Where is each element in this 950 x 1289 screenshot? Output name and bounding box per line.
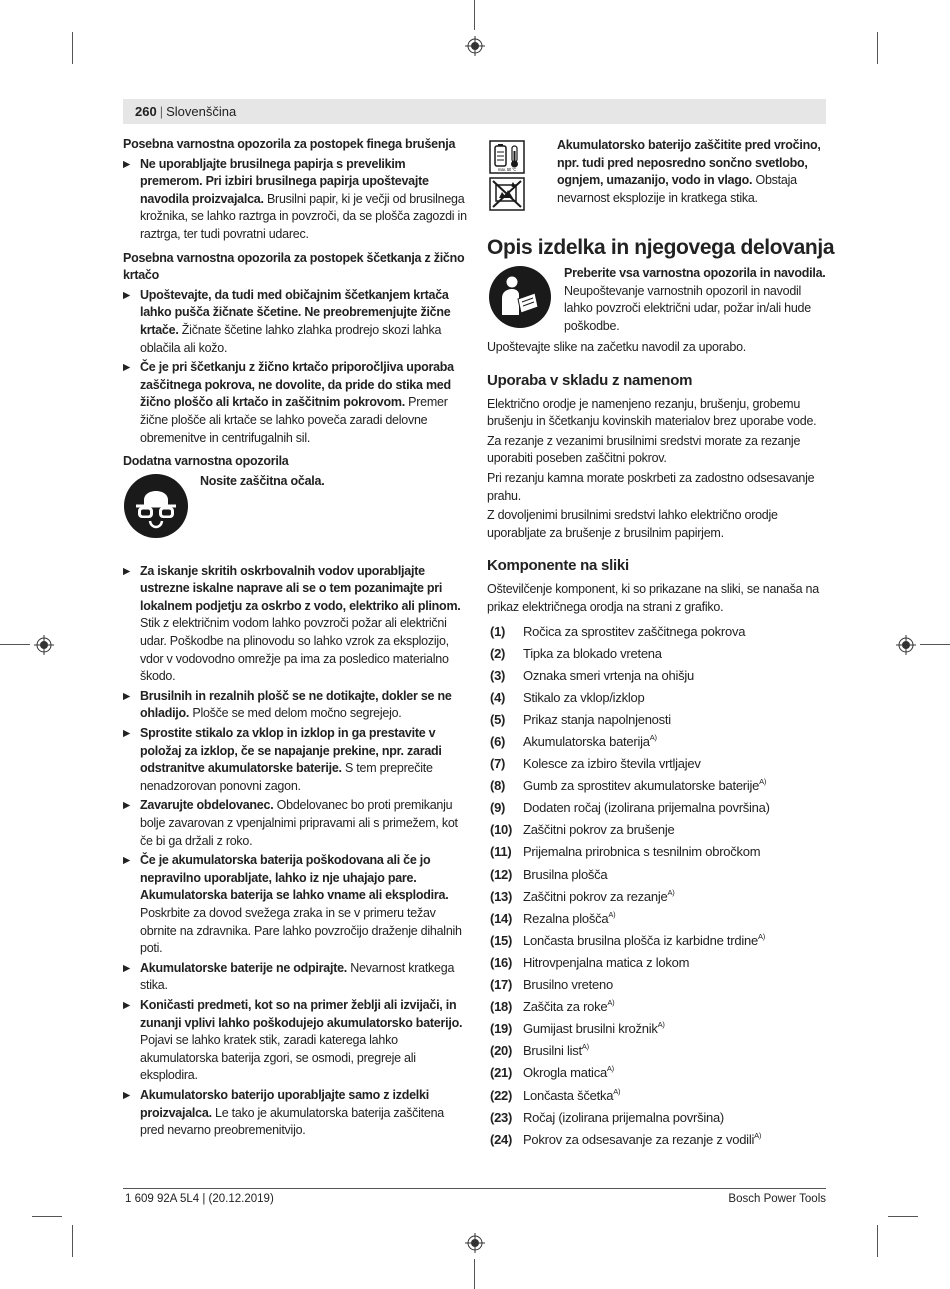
heat-icon-label: max. 50 °C (497, 167, 517, 172)
component-item (487, 996, 827, 1018)
warning-text: Žičnate ščetine lahko zlahka prodrejo skozi lahka oblačila ali kožo. (140, 322, 442, 355)
intended-use-paragraph: Električno orodje je namenjeno rezanju, brušenju, grobemu brušenju in ščetkanju kovinskih materialov brez uporabe vode. (487, 396, 817, 429)
component-label: Tipka za blokado vretena (523, 645, 662, 661)
component-label: Gumijast brusilni krožnik (523, 1021, 658, 1037)
footer-rule (123, 1188, 826, 1189)
warning-bold: Če je pri ščetkanju z žično krtačo priporočljiva uporaba zaščitnega pokrova, ne dovolite, da pride do stika med žično ploščo ali krtačo in zaščitnim pokrovom. (140, 360, 454, 410)
warning-bold: Zavarujte obdelovanec. (140, 798, 274, 813)
component-number: (21) (490, 1065, 513, 1081)
warning-item (123, 287, 468, 357)
warning-bold: Akumulatorsko baterijo uporabljajte samo z izdelki proizvajalca. (140, 1087, 429, 1120)
component-number: (23) (490, 1109, 513, 1125)
section-title-additional: Dodatna varnostna opozorila (123, 454, 289, 469)
component-item (487, 819, 827, 841)
component-label: Rezalna plošča (523, 910, 609, 926)
component-item (487, 1085, 827, 1107)
component-item (487, 797, 827, 819)
crop-mark (32, 1216, 62, 1217)
registration-mark-icon (465, 1233, 485, 1253)
component-label: Ročica za sprostitev zaščitnega pokrova (523, 623, 746, 639)
battery-dirt-water-icon (489, 177, 525, 211)
warning-item (123, 725, 468, 795)
warning-bold: Ne uporabljajte brusilnega papirja s prevelikim premerom. Pri izbiri brusilnega papirja upoštevajte navodila proizvajalca. (140, 156, 429, 206)
component-label: Lončasta ščetka (523, 1087, 614, 1103)
component-item (487, 1107, 827, 1129)
battery-heat-text (557, 137, 827, 207)
warning-item (123, 156, 468, 244)
component-label: Pokrov za odsesavanje za rezanje z vodili (523, 1131, 755, 1147)
component-item (487, 731, 827, 753)
component-label: Hitrovpenjalna matica z lokom (523, 954, 690, 970)
component-label: Oznaka smeri vrtenja na ohišju (523, 667, 694, 683)
component-number: (18) (490, 999, 513, 1015)
component-item (487, 665, 827, 687)
crop-mark (0, 644, 30, 645)
component-label: Brusilna plošča (523, 866, 608, 882)
intended-use-paragraph: Pri rezanju kamna morate poskrbeti za zadostno odsesavanje prahu. (487, 470, 815, 503)
component-label: Stikalo za vklop/izklop (523, 689, 645, 705)
warning-item (123, 960, 468, 995)
component-number: (20) (490, 1043, 513, 1059)
warning-item (123, 797, 468, 850)
component-number: (9) (490, 800, 506, 816)
component-footnote: A) (649, 733, 657, 742)
battery-heat-notice (487, 136, 827, 220)
component-number: (8) (490, 778, 506, 794)
component-item (487, 930, 827, 952)
right-column (487, 136, 835, 1151)
registration-mark-icon (465, 36, 485, 56)
section-title-fine-sanding: Posebna varnostna opozorila za postopek finega brušenja (123, 137, 456, 151)
component-item (487, 886, 827, 908)
warning-bold: Brusilnih in rezalnih plošč se ne dotikajte, dokler se ne ohladijo. (140, 688, 452, 721)
warning-bold: Sprostite stikalo za vklop in izklop in ga prestavite v položaj za izklop, če se napajanje prekine, npr. zaradi odstranitve akumulatorske baterije. (140, 726, 442, 776)
warning-text: S tem preprečite nenadzorovan ponovni zagon. (140, 761, 433, 793)
component-item (487, 1129, 827, 1151)
component-label: Kolesce za izbiro števila vrtljajev (523, 756, 701, 772)
component-number: (17) (490, 977, 513, 993)
page-header (135, 103, 236, 120)
component-number: (5) (490, 711, 506, 727)
section-heading-intended-use: Uporaba v skladu z namenom (487, 371, 693, 389)
warning-text: Poskrbite za dovod svežega zraka in se v primeru težav obrnite na zdravnika. Pare lahko povzročijo draženje dihalnih poti. (140, 905, 462, 956)
safety-glasses-text: Nosite zaščitna očala. (200, 473, 325, 488)
crop-mark (877, 1225, 878, 1257)
component-footnote: A) (606, 1064, 614, 1074)
left-column (123, 136, 468, 1140)
warning-text: Nevarnost kratkega stika. (140, 960, 455, 993)
crop-mark (72, 1225, 73, 1257)
component-item (487, 864, 827, 886)
battery-warning-icons (489, 140, 527, 214)
component-label: Brusilno vreteno (523, 977, 613, 993)
component-item (487, 908, 827, 930)
component-label: Zaščitni pokrov za rezanje (523, 888, 668, 904)
read-manual-notice (487, 265, 827, 337)
header-language: Slovenščina (166, 104, 237, 119)
crop-mark (888, 1216, 918, 1217)
component-number: (15) (490, 932, 513, 948)
section-heading-components: Komponente na sliki (487, 557, 629, 575)
warning-text: Stik z električnim vodom lahko povzroči požar ali električni udar. Poškodbe na plinovodu so lahko vzrok za eksplozijo, vdor v vodovodno omrežje pa ima za posledico materialno škodo. (140, 616, 449, 684)
crop-mark (877, 32, 878, 64)
component-footnote: A) (581, 1042, 589, 1052)
registration-mark-icon (34, 635, 54, 655)
component-item (487, 952, 827, 974)
component-number: (14) (490, 910, 513, 926)
warning-item (123, 688, 468, 723)
component-label: Zaščitni pokrov za brušenje (523, 822, 675, 838)
component-item (487, 1040, 827, 1062)
component-number: (22) (490, 1087, 513, 1103)
warning-text: Plošče se med delom močno segrejejo. (189, 706, 402, 721)
component-item (487, 1062, 827, 1084)
warning-text: Le tako je akumulatorska baterija zaščitena pred nevarno preobremenitvijo. (140, 1105, 444, 1138)
warning-text: Pojavi se lahko kratek stik, zaradi katerega lahko akumulatorska baterija zgori, se osmodi, pregreje ali eksplodira. (140, 1033, 416, 1083)
warning-text: Premer žične plošče ali krtače se lahko poveča zaradi delovne obremenitve in centrifugalnih sil. (140, 395, 448, 445)
component-number: (1) (490, 623, 506, 639)
registration-mark-icon (896, 635, 916, 655)
read-manual-note: Upoštevajte slike na začetku navodil za uporabo. (487, 340, 746, 354)
section-heading-product-description: Opis izdelka in njegovega delovanja (487, 236, 835, 259)
component-label: Ročaj (izolirana prijemalna površina) (523, 1109, 725, 1125)
crop-mark (474, 0, 475, 30)
safety-glasses-notice (123, 473, 468, 561)
warning-item (123, 563, 468, 686)
component-label: Lončasta brusilna plošča iz karbidne trdine (523, 932, 758, 948)
read-manual-regular: Neupoštevanje varnostnih opozoril in navodil lahko povzroči električni udar, požar in/ali hude poškodbe. (564, 283, 811, 333)
battery-heat-regular: Obstaja nevarnost eksplozije in kratkega stika. (557, 173, 797, 205)
warning-bold: Upoštevajte, da tudi med običajnim ščetkanjem krtača lahko pušča žičnate ščetine. Ne preobremenjujte žične krtače. (140, 287, 451, 337)
component-number: (10) (490, 822, 513, 838)
warning-item (123, 997, 468, 1085)
page-number: 260 (135, 104, 157, 119)
components-intro: Oštevilčenje komponent, ki so prikazane na sliki, se nanaša na prikaz električnega orodja na strani z grafiko. (487, 582, 819, 614)
component-label: Dodaten ročaj (izolirana prijemalna površina) (523, 800, 770, 816)
warning-bold: Koničasti predmeti, kot so na primer žeblji ali izvijači, in zunanji vplivi lahko poškodujejo akumulatorsko baterijo. (140, 997, 463, 1030)
warning-item (123, 852, 468, 958)
crop-mark (72, 32, 73, 64)
component-footnote: A) (608, 909, 616, 919)
component-number: (7) (490, 756, 506, 772)
battery-heat-bold: Akumulatorsko baterijo zaščitite pred vročino, npr. tudi pred neposredno sončno svetlobo, ognjem, umazanijo, vodo in vlago. (557, 138, 821, 188)
component-label: Prikaz stanja napolnjenosti (523, 711, 671, 727)
component-footnote: A) (607, 998, 615, 1008)
safety-glasses-icon (123, 473, 189, 539)
component-label: Zaščita za roke (523, 999, 608, 1015)
read-manual-bold: Preberite vsa varnostna opozorila in navodila. (564, 266, 826, 280)
intended-use-paragraph: Z dovoljenimi brusilnimi sredstvi lahko električno orodje uporabljate za brušenje z brusilnim papirjem. (487, 508, 778, 540)
component-item (487, 1018, 827, 1040)
footer-brand: Bosch Power Tools (728, 1193, 826, 1205)
crop-mark (920, 644, 950, 645)
header-separator: | (159, 104, 164, 119)
component-footnote: A) (757, 931, 765, 941)
warning-bold: Če je akumulatorska baterija poškodovana ali če jo nepravilno uporabljate, lahko iz nje uhajajo pare. Akumulatorska baterija se lahko vname ali eksplodira. (140, 853, 449, 903)
warning-item (123, 359, 468, 447)
component-item (487, 643, 827, 665)
read-manual-icon (488, 265, 552, 329)
warning-item (123, 1087, 468, 1140)
component-footnote: A) (657, 1020, 665, 1030)
component-item (487, 709, 827, 731)
footer-document-id: 1 609 92A 5L4 | (20.12.2019) (125, 1193, 274, 1205)
component-item (487, 753, 827, 775)
component-number: (16) (490, 954, 513, 970)
component-number: (4) (490, 689, 506, 705)
component-number: (19) (490, 1021, 513, 1037)
component-footnote: A) (754, 1130, 762, 1140)
read-manual-text (564, 265, 827, 335)
heat-warning-icon (489, 140, 525, 174)
component-item (487, 974, 827, 996)
component-label: Okrogla matica (523, 1065, 607, 1081)
component-number: (2) (490, 645, 506, 661)
intended-use-paragraph: Za rezanje z vezanimi brusilnimi sredstvi morate za rezanje uporabiti poseben zaščitni pokrov. (487, 433, 801, 466)
component-number: (3) (490, 667, 506, 683)
component-footnote: A) (667, 887, 675, 897)
component-number: (11) (490, 844, 512, 860)
warning-text: Obdelovanec bo proti premikanju bolje zavarovan z vpenjalnimi pripravami ali s primežem, kot če bi ga držali z roko. (140, 798, 458, 848)
section-title-wire-brush: Posebna varnostna opozorila za postopek ščetkanja z žično krtačo (123, 250, 465, 283)
component-item (487, 775, 827, 797)
component-item (487, 621, 827, 643)
component-label: Brusilni list (523, 1043, 582, 1059)
component-number: (13) (490, 888, 513, 904)
component-number: (6) (490, 734, 506, 749)
component-item (487, 687, 827, 709)
component-footnote: A) (613, 1086, 621, 1096)
component-item (487, 841, 827, 863)
warning-bold: Akumulatorske baterije ne odpirajte. (140, 960, 348, 975)
component-label: Gumb za sprostitev akumulatorske baterije (523, 778, 760, 794)
component-label: Prijemalna prirobnica s tesnilnim obročkom (523, 844, 761, 860)
crop-mark (474, 1259, 475, 1289)
warning-text: Brusilni papir, ki je večji od brusilnega krožnika, se lahko raztrga in povzroči, da se plošča zagozdi in raztrga, ter tudi povratni udarec. (140, 191, 467, 241)
components-list (487, 621, 827, 1151)
warning-bold: Za iskanje skritih oskrbovalnih vodov uporabljajte ustrezne iskalne naprave ali se o tem pozanimajte pri lokalnem podjetju za oskrbo z vodo, elektriko ali plinom. (140, 563, 461, 613)
component-number: (12) (490, 866, 513, 882)
component-number: (24) (490, 1131, 513, 1147)
component-label: Akumulatorska baterija (523, 734, 650, 749)
component-footnote: A) (759, 777, 767, 787)
